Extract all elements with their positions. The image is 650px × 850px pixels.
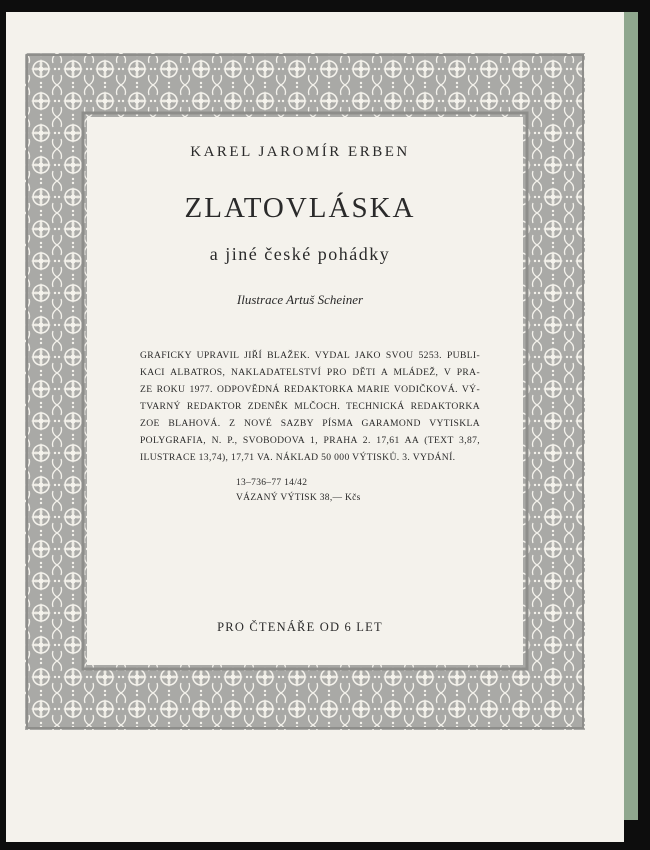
imprint-line: ZOE BLAHOVÁ. Z NOVÉ SAZBY PÍSMA GARAMOND VYTISKLA [140, 418, 480, 429]
imprint-paragraph [140, 347, 480, 466]
book-title: ZLATOVLÁSKA [184, 192, 416, 224]
catalog-code-line: 13–736–77 14/42 [236, 478, 308, 488]
price-line: VÁZANÝ VÝTISK 38,— Kčs [236, 493, 361, 503]
imprint-line: TVARNÝ REDAKTOR ZDENĚK MLČOCH. TECHNICKÁ REDAKTORKA [140, 401, 480, 412]
imprint-line: ZE ROKU 1977. ODPOVĚDNÁ REDAKTORKA MARIE VODIČKOVÁ. VÝ- [140, 384, 480, 395]
author-name: KAREL JAROMÍR ERBEN [190, 144, 410, 160]
illustrator-credit: Ilustrace Artuš Scheiner [236, 292, 364, 307]
catalog-codes [236, 476, 361, 506]
imprint-line: ILUSTRACE 13,74), 17,71 VA. NÁKLAD 50 000 VÝTISKŮ. 3. VYDÁNÍ. [140, 452, 456, 463]
imprint-line: KACI ALBATROS, NAKLADATELSTVÍ PRO DĚTI A MLÁDEŽ, V PRA- [140, 367, 480, 378]
book-subtitle: a jiné české pohádky [209, 244, 391, 264]
imprint-line: POLYGRAFIA, N. P., SVOBODOVA 1, PRAHA 2. 17,61 AA (TEXT 3,87, [140, 435, 480, 446]
age-recommendation: PRO ČTENÁŘE OD 6 LET [217, 620, 383, 634]
imprint-line: GRAFICKY UPRAVIL JIŘÍ BLAŽEK. VYDAL JAKO SVOU 5253. PUBLI- [140, 350, 480, 361]
